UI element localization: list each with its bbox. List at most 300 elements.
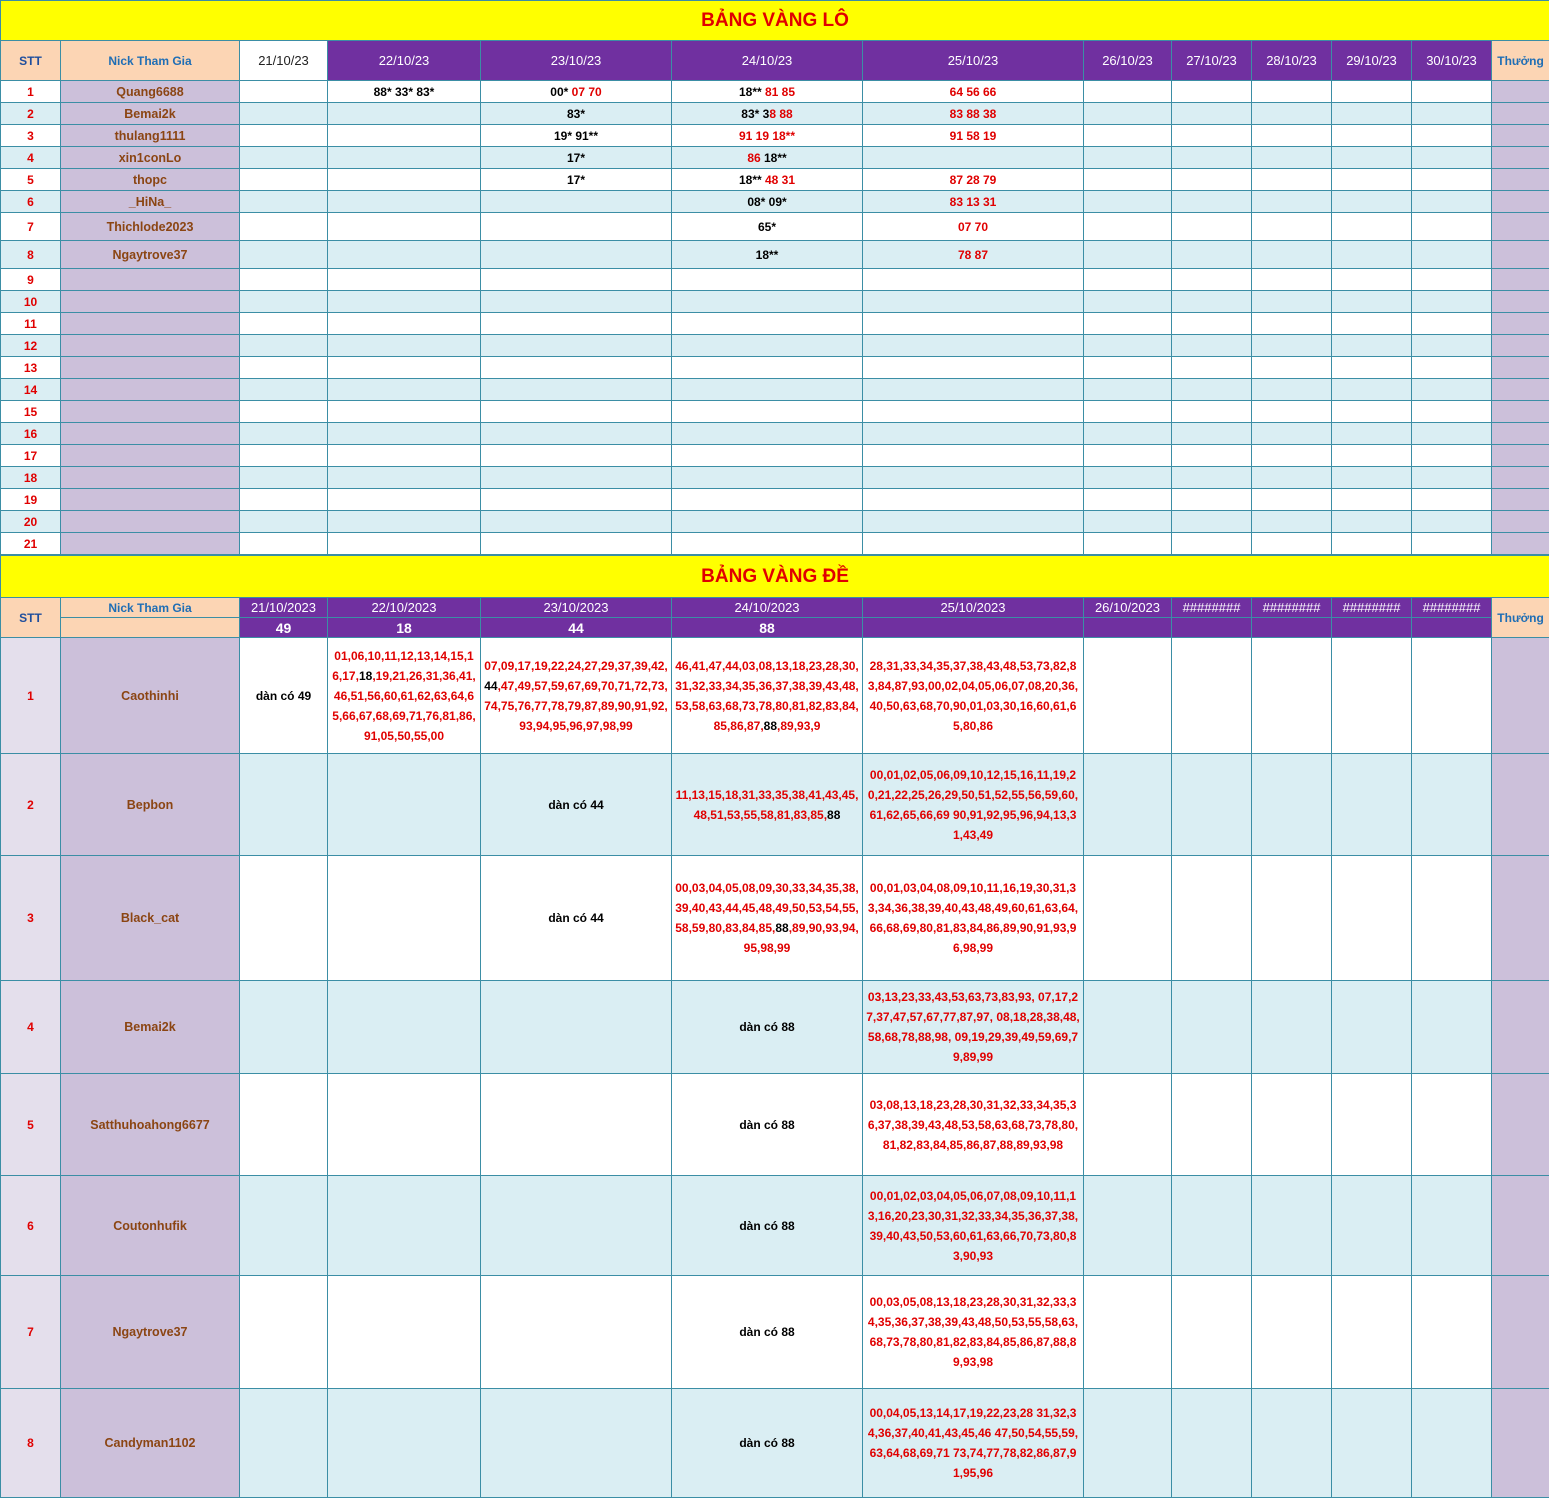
de-entry-cell[interactable] xyxy=(1332,856,1412,981)
lo-entry-cell[interactable] xyxy=(863,467,1084,489)
de-entry-cell[interactable] xyxy=(1084,1389,1172,1498)
lo-thuong-cell[interactable] xyxy=(1492,335,1549,357)
lo-entry-cell[interactable] xyxy=(863,213,1084,241)
de-entry-cell[interactable] xyxy=(672,1074,863,1176)
lo-entry-cell[interactable] xyxy=(672,213,863,241)
lo-entry-cell[interactable] xyxy=(1172,147,1252,169)
lo-entry-cell[interactable] xyxy=(863,335,1084,357)
lo-entry-cell[interactable] xyxy=(1412,241,1492,269)
de-entry-cell[interactable] xyxy=(863,1074,1084,1176)
lo-entry-cell[interactable] xyxy=(240,467,328,489)
lo-entry-cell[interactable] xyxy=(1084,335,1172,357)
lo-entry-cell[interactable] xyxy=(1252,379,1332,401)
de-thuong-cell[interactable] xyxy=(1492,1389,1549,1498)
lo-entry-cell[interactable] xyxy=(1084,147,1172,169)
de-entry-cell[interactable] xyxy=(1412,638,1492,754)
lo-entry-cell[interactable] xyxy=(1332,103,1412,125)
de-entry-cell[interactable] xyxy=(672,754,863,856)
lo-entry-cell[interactable] xyxy=(1252,147,1332,169)
lo-entry-cell[interactable] xyxy=(481,335,672,357)
lo-entry-cell[interactable] xyxy=(1084,533,1172,555)
lo-thuong-cell[interactable] xyxy=(1492,423,1549,445)
lo-entry-cell[interactable] xyxy=(1252,241,1332,269)
lo-entry-cell[interactable] xyxy=(1172,401,1252,423)
lo-entry-cell[interactable] xyxy=(1084,379,1172,401)
lo-entry-cell[interactable] xyxy=(328,423,481,445)
de-entry-cell[interactable] xyxy=(1084,981,1172,1074)
de-entry-cell[interactable] xyxy=(1172,981,1252,1074)
lo-entry-cell[interactable] xyxy=(1172,445,1252,467)
de-nick-cell[interactable]: Caothinhi xyxy=(61,638,240,754)
de-entry-cell[interactable] xyxy=(240,856,328,981)
lo-entry-cell[interactable] xyxy=(328,445,481,467)
lo-entry-cell[interactable] xyxy=(481,467,672,489)
lo-entry-cell[interactable] xyxy=(1084,445,1172,467)
lo-entry-cell[interactable] xyxy=(481,103,672,125)
de-entry-cell[interactable] xyxy=(1412,981,1492,1074)
lo-entry-cell[interactable] xyxy=(672,241,863,269)
lo-entry-cell[interactable] xyxy=(481,191,672,213)
de-entry-cell[interactable] xyxy=(1332,638,1412,754)
de-entry-cell[interactable] xyxy=(1084,638,1172,754)
lo-entry-cell[interactable] xyxy=(1412,169,1492,191)
lo-thuong-cell[interactable] xyxy=(1492,489,1549,511)
lo-entry-cell[interactable] xyxy=(863,511,1084,533)
lo-entry-cell[interactable] xyxy=(240,401,328,423)
lo-entry-cell[interactable] xyxy=(1412,313,1492,335)
lo-entry-cell[interactable] xyxy=(1412,379,1492,401)
de-entry-cell[interactable] xyxy=(481,1389,672,1498)
lo-entry-cell[interactable] xyxy=(863,125,1084,147)
lo-entry-cell[interactable] xyxy=(328,169,481,191)
lo-entry-cell[interactable] xyxy=(863,313,1084,335)
lo-entry-cell[interactable] xyxy=(672,291,863,313)
de-entry-cell[interactable] xyxy=(1084,1276,1172,1389)
de-entry-cell[interactable] xyxy=(481,1074,672,1176)
lo-entry-cell[interactable] xyxy=(240,125,328,147)
de-entry-cell[interactable] xyxy=(240,1176,328,1276)
lo-entry-cell[interactable] xyxy=(1252,511,1332,533)
lo-entry-cell[interactable] xyxy=(240,357,328,379)
lo-nick-cell[interactable] xyxy=(61,313,240,335)
lo-entry-cell[interactable] xyxy=(1412,423,1492,445)
lo-entry-cell[interactable] xyxy=(1332,511,1412,533)
lo-entry-cell[interactable] xyxy=(1412,489,1492,511)
lo-entry-cell[interactable] xyxy=(481,445,672,467)
lo-entry-cell[interactable] xyxy=(672,357,863,379)
lo-entry-cell[interactable] xyxy=(328,313,481,335)
lo-entry-cell[interactable] xyxy=(863,379,1084,401)
lo-entry-cell[interactable] xyxy=(328,533,481,555)
lo-entry-cell[interactable] xyxy=(481,125,672,147)
lo-thuong-cell[interactable] xyxy=(1492,379,1549,401)
de-thuong-cell[interactable] xyxy=(1492,638,1549,754)
de-thuong-cell[interactable] xyxy=(1492,856,1549,981)
lo-entry-cell[interactable] xyxy=(1412,511,1492,533)
lo-entry-cell[interactable] xyxy=(672,147,863,169)
lo-entry-cell[interactable] xyxy=(481,423,672,445)
lo-entry-cell[interactable] xyxy=(1084,467,1172,489)
lo-thuong-cell[interactable] xyxy=(1492,241,1549,269)
lo-entry-cell[interactable] xyxy=(240,269,328,291)
lo-entry-cell[interactable] xyxy=(240,169,328,191)
lo-entry-cell[interactable] xyxy=(481,379,672,401)
lo-entry-cell[interactable] xyxy=(1172,379,1252,401)
lo-entry-cell[interactable] xyxy=(1332,191,1412,213)
lo-entry-cell[interactable] xyxy=(328,357,481,379)
lo-entry-cell[interactable] xyxy=(1252,489,1332,511)
lo-thuong-cell[interactable] xyxy=(1492,357,1549,379)
lo-entry-cell[interactable] xyxy=(328,379,481,401)
lo-entry-cell[interactable] xyxy=(672,379,863,401)
lo-entry-cell[interactable] xyxy=(1172,467,1252,489)
lo-entry-cell[interactable] xyxy=(672,489,863,511)
lo-entry-cell[interactable] xyxy=(240,147,328,169)
lo-entry-cell[interactable] xyxy=(481,213,672,241)
de-entry-cell[interactable] xyxy=(1412,1389,1492,1498)
lo-thuong-cell[interactable] xyxy=(1492,511,1549,533)
de-entry-cell[interactable] xyxy=(1412,856,1492,981)
lo-entry-cell[interactable] xyxy=(672,169,863,191)
de-entry-cell[interactable] xyxy=(1252,856,1332,981)
lo-thuong-cell[interactable] xyxy=(1492,81,1549,103)
de-entry-cell[interactable] xyxy=(863,856,1084,981)
de-entry-cell[interactable] xyxy=(328,1074,481,1176)
lo-entry-cell[interactable] xyxy=(1252,401,1332,423)
lo-entry-cell[interactable] xyxy=(328,103,481,125)
lo-entry-cell[interactable] xyxy=(328,291,481,313)
lo-entry-cell[interactable] xyxy=(1252,103,1332,125)
lo-entry-cell[interactable] xyxy=(1084,313,1172,335)
lo-nick-cell[interactable]: Ngaytrove37 xyxy=(61,241,240,269)
lo-entry-cell[interactable] xyxy=(1172,291,1252,313)
lo-entry-cell[interactable] xyxy=(1252,291,1332,313)
lo-entry-cell[interactable] xyxy=(481,357,672,379)
lo-entry-cell[interactable] xyxy=(1332,147,1412,169)
de-entry-cell[interactable] xyxy=(1252,638,1332,754)
lo-entry-cell[interactable] xyxy=(1412,103,1492,125)
de-entry-cell[interactable] xyxy=(672,1389,863,1498)
de-entry-cell[interactable] xyxy=(863,754,1084,856)
de-entry-cell[interactable] xyxy=(1412,1074,1492,1176)
de-entry-cell[interactable] xyxy=(1252,981,1332,1074)
de-entry-cell[interactable] xyxy=(328,1276,481,1389)
de-nick-cell[interactable]: Ngaytrove37 xyxy=(61,1276,240,1389)
de-entry-cell[interactable] xyxy=(240,1389,328,1498)
lo-entry-cell[interactable] xyxy=(863,423,1084,445)
lo-entry-cell[interactable] xyxy=(240,241,328,269)
de-thuong-cell[interactable] xyxy=(1492,1176,1549,1276)
lo-thuong-cell[interactable] xyxy=(1492,103,1549,125)
de-entry-cell[interactable] xyxy=(1332,981,1412,1074)
lo-entry-cell[interactable] xyxy=(1084,125,1172,147)
lo-entry-cell[interactable] xyxy=(1332,241,1412,269)
lo-entry-cell[interactable] xyxy=(240,213,328,241)
de-entry-cell[interactable] xyxy=(672,1176,863,1276)
lo-nick-cell[interactable]: xin1conLo xyxy=(61,147,240,169)
lo-nick-cell[interactable] xyxy=(61,379,240,401)
de-entry-cell[interactable] xyxy=(240,1074,328,1176)
de-entry-cell[interactable] xyxy=(863,1176,1084,1276)
de-entry-cell[interactable] xyxy=(1172,1074,1252,1176)
de-entry-cell[interactable] xyxy=(1332,1389,1412,1498)
lo-entry-cell[interactable] xyxy=(1332,379,1412,401)
lo-nick-cell[interactable] xyxy=(61,401,240,423)
lo-entry-cell[interactable] xyxy=(1172,511,1252,533)
de-entry-cell[interactable] xyxy=(1412,754,1492,856)
lo-entry-cell[interactable] xyxy=(328,511,481,533)
de-entry-cell[interactable] xyxy=(863,1389,1084,1498)
de-thuong-cell[interactable] xyxy=(1492,981,1549,1074)
lo-entry-cell[interactable] xyxy=(863,445,1084,467)
de-entry-cell[interactable] xyxy=(240,1276,328,1389)
lo-thuong-cell[interactable] xyxy=(1492,313,1549,335)
lo-entry-cell[interactable] xyxy=(672,313,863,335)
lo-entry-cell[interactable] xyxy=(1172,313,1252,335)
de-thuong-cell[interactable] xyxy=(1492,1074,1549,1176)
de-entry-cell[interactable] xyxy=(481,1276,672,1389)
lo-entry-cell[interactable] xyxy=(240,291,328,313)
lo-entry-cell[interactable] xyxy=(1084,511,1172,533)
lo-entry-cell[interactable] xyxy=(1412,291,1492,313)
lo-entry-cell[interactable] xyxy=(672,423,863,445)
de-entry-cell[interactable] xyxy=(1084,754,1172,856)
lo-entry-cell[interactable] xyxy=(481,489,672,511)
lo-thuong-cell[interactable] xyxy=(1492,533,1549,555)
lo-entry-cell[interactable] xyxy=(328,269,481,291)
lo-thuong-cell[interactable] xyxy=(1492,213,1549,241)
de-thuong-cell[interactable] xyxy=(1492,754,1549,856)
lo-entry-cell[interactable] xyxy=(863,81,1084,103)
lo-entry-cell[interactable] xyxy=(1252,357,1332,379)
lo-entry-cell[interactable] xyxy=(672,445,863,467)
lo-entry-cell[interactable] xyxy=(1412,213,1492,241)
de-entry-cell[interactable] xyxy=(1252,1389,1332,1498)
lo-entry-cell[interactable] xyxy=(1412,401,1492,423)
lo-entry-cell[interactable] xyxy=(863,291,1084,313)
lo-entry-cell[interactable] xyxy=(328,125,481,147)
lo-thuong-cell[interactable] xyxy=(1492,291,1549,313)
de-entry-cell[interactable] xyxy=(240,754,328,856)
de-entry-cell[interactable] xyxy=(1172,1176,1252,1276)
de-entry-cell[interactable] xyxy=(1412,1276,1492,1389)
lo-entry-cell[interactable] xyxy=(481,269,672,291)
de-entry-cell[interactable] xyxy=(1412,1176,1492,1276)
lo-entry-cell[interactable] xyxy=(1172,213,1252,241)
lo-thuong-cell[interactable] xyxy=(1492,125,1549,147)
lo-entry-cell[interactable] xyxy=(240,533,328,555)
lo-entry-cell[interactable] xyxy=(672,467,863,489)
lo-entry-cell[interactable] xyxy=(1172,241,1252,269)
de-entry-cell[interactable] xyxy=(863,1276,1084,1389)
lo-entry-cell[interactable] xyxy=(863,533,1084,555)
lo-entry-cell[interactable] xyxy=(240,379,328,401)
lo-entry-cell[interactable] xyxy=(240,103,328,125)
lo-entry-cell[interactable] xyxy=(328,213,481,241)
lo-entry-cell[interactable] xyxy=(1412,125,1492,147)
de-entry-cell[interactable] xyxy=(481,638,672,754)
lo-entry-cell[interactable] xyxy=(1084,269,1172,291)
de-entry-cell[interactable] xyxy=(328,754,481,856)
lo-thuong-cell[interactable] xyxy=(1492,147,1549,169)
de-entry-cell[interactable] xyxy=(1172,856,1252,981)
lo-entry-cell[interactable] xyxy=(1084,423,1172,445)
de-nick-cell[interactable]: Bemai2k xyxy=(61,981,240,1074)
lo-entry-cell[interactable] xyxy=(240,423,328,445)
lo-entry-cell[interactable] xyxy=(240,489,328,511)
lo-entry-cell[interactable] xyxy=(1252,533,1332,555)
lo-entry-cell[interactable] xyxy=(863,357,1084,379)
de-entry-cell[interactable] xyxy=(481,754,672,856)
de-entry-cell[interactable] xyxy=(481,981,672,1074)
de-nick-cell[interactable]: Coutonhufik xyxy=(61,1176,240,1276)
lo-entry-cell[interactable] xyxy=(1412,467,1492,489)
lo-entry-cell[interactable] xyxy=(1332,291,1412,313)
lo-entry-cell[interactable] xyxy=(1252,313,1332,335)
lo-nick-cell[interactable] xyxy=(61,511,240,533)
lo-entry-cell[interactable] xyxy=(1172,81,1252,103)
lo-entry-cell[interactable] xyxy=(328,335,481,357)
lo-entry-cell[interactable] xyxy=(240,335,328,357)
de-nick-cell[interactable]: Bepbon xyxy=(61,754,240,856)
lo-entry-cell[interactable] xyxy=(1332,357,1412,379)
lo-nick-cell[interactable]: thulang1111 xyxy=(61,125,240,147)
lo-entry-cell[interactable] xyxy=(1172,125,1252,147)
de-entry-cell[interactable] xyxy=(1172,1389,1252,1498)
lo-entry-cell[interactable] xyxy=(1332,81,1412,103)
de-nick-cell[interactable]: Candyman1102 xyxy=(61,1389,240,1498)
lo-entry-cell[interactable] xyxy=(240,445,328,467)
lo-entry-cell[interactable] xyxy=(1084,169,1172,191)
de-entry-cell[interactable] xyxy=(863,981,1084,1074)
lo-nick-cell[interactable] xyxy=(61,467,240,489)
de-entry-cell[interactable] xyxy=(672,856,863,981)
de-nick-cell[interactable]: Black_cat xyxy=(61,856,240,981)
lo-entry-cell[interactable] xyxy=(1172,191,1252,213)
lo-entry-cell[interactable] xyxy=(240,313,328,335)
de-entry-cell[interactable] xyxy=(481,1176,672,1276)
lo-entry-cell[interactable] xyxy=(1412,445,1492,467)
lo-entry-cell[interactable] xyxy=(481,401,672,423)
lo-entry-cell[interactable] xyxy=(672,335,863,357)
de-entry-cell[interactable] xyxy=(328,981,481,1074)
lo-entry-cell[interactable] xyxy=(1332,313,1412,335)
lo-entry-cell[interactable] xyxy=(1332,533,1412,555)
lo-entry-cell[interactable] xyxy=(481,291,672,313)
lo-entry-cell[interactable] xyxy=(1172,357,1252,379)
de-entry-cell[interactable] xyxy=(1084,856,1172,981)
lo-thuong-cell[interactable] xyxy=(1492,169,1549,191)
lo-entry-cell[interactable] xyxy=(1084,213,1172,241)
de-entry-cell[interactable] xyxy=(328,638,481,754)
lo-entry-cell[interactable] xyxy=(1252,191,1332,213)
lo-entry-cell[interactable] xyxy=(328,489,481,511)
lo-nick-cell[interactable]: _HiNa_ xyxy=(61,191,240,213)
lo-entry-cell[interactable] xyxy=(1412,533,1492,555)
lo-entry-cell[interactable] xyxy=(863,103,1084,125)
lo-entry-cell[interactable] xyxy=(1332,269,1412,291)
de-entry-cell[interactable] xyxy=(1332,1074,1412,1176)
lo-nick-cell[interactable] xyxy=(61,423,240,445)
lo-entry-cell[interactable] xyxy=(240,191,328,213)
lo-entry-cell[interactable] xyxy=(1172,533,1252,555)
lo-entry-cell[interactable] xyxy=(1172,423,1252,445)
lo-entry-cell[interactable] xyxy=(240,81,328,103)
de-entry-cell[interactable] xyxy=(1172,1276,1252,1389)
de-entry-cell[interactable] xyxy=(481,856,672,981)
lo-entry-cell[interactable] xyxy=(481,511,672,533)
lo-entry-cell[interactable] xyxy=(1172,269,1252,291)
lo-entry-cell[interactable] xyxy=(1084,241,1172,269)
de-entry-cell[interactable] xyxy=(672,638,863,754)
lo-entry-cell[interactable] xyxy=(672,191,863,213)
lo-entry-cell[interactable] xyxy=(328,467,481,489)
lo-nick-cell[interactable] xyxy=(61,445,240,467)
lo-entry-cell[interactable] xyxy=(672,269,863,291)
lo-entry-cell[interactable] xyxy=(1252,423,1332,445)
lo-entry-cell[interactable] xyxy=(1332,125,1412,147)
lo-entry-cell[interactable] xyxy=(672,125,863,147)
lo-entry-cell[interactable] xyxy=(1252,335,1332,357)
lo-entry-cell[interactable] xyxy=(863,401,1084,423)
lo-entry-cell[interactable] xyxy=(863,169,1084,191)
de-entry-cell[interactable] xyxy=(863,638,1084,754)
lo-nick-cell[interactable] xyxy=(61,269,240,291)
lo-thuong-cell[interactable] xyxy=(1492,467,1549,489)
lo-entry-cell[interactable] xyxy=(1252,445,1332,467)
lo-nick-cell[interactable]: Thichlode2023 xyxy=(61,213,240,241)
lo-entry-cell[interactable] xyxy=(1084,103,1172,125)
lo-entry-cell[interactable] xyxy=(1252,269,1332,291)
lo-nick-cell[interactable]: Bemai2k xyxy=(61,103,240,125)
lo-entry-cell[interactable] xyxy=(1412,81,1492,103)
lo-entry-cell[interactable] xyxy=(481,147,672,169)
de-entry-cell[interactable] xyxy=(672,1276,863,1389)
de-entry-cell[interactable] xyxy=(1252,754,1332,856)
lo-entry-cell[interactable] xyxy=(1172,335,1252,357)
lo-entry-cell[interactable] xyxy=(1332,423,1412,445)
lo-entry-cell[interactable] xyxy=(1332,213,1412,241)
lo-entry-cell[interactable] xyxy=(1412,335,1492,357)
de-entry-cell[interactable] xyxy=(240,981,328,1074)
lo-entry-cell[interactable] xyxy=(240,511,328,533)
lo-entry-cell[interactable] xyxy=(1084,401,1172,423)
de-entry-cell[interactable] xyxy=(240,638,328,754)
lo-entry-cell[interactable] xyxy=(1172,169,1252,191)
de-entry-cell[interactable] xyxy=(1084,1176,1172,1276)
de-entry-cell[interactable] xyxy=(672,981,863,1074)
de-entry-cell[interactable] xyxy=(1172,638,1252,754)
lo-entry-cell[interactable] xyxy=(672,533,863,555)
lo-nick-cell[interactable] xyxy=(61,291,240,313)
lo-entry-cell[interactable] xyxy=(672,401,863,423)
de-entry-cell[interactable] xyxy=(1172,754,1252,856)
lo-entry-cell[interactable] xyxy=(1252,169,1332,191)
de-entry-cell[interactable] xyxy=(1252,1276,1332,1389)
de-entry-cell[interactable] xyxy=(328,1389,481,1498)
lo-entry-cell[interactable] xyxy=(1084,191,1172,213)
lo-entry-cell[interactable] xyxy=(863,489,1084,511)
lo-entry-cell[interactable] xyxy=(1412,191,1492,213)
lo-entry-cell[interactable] xyxy=(481,169,672,191)
lo-entry-cell[interactable] xyxy=(863,241,1084,269)
lo-entry-cell[interactable] xyxy=(1252,125,1332,147)
lo-thuong-cell[interactable] xyxy=(1492,401,1549,423)
de-entry-cell[interactable] xyxy=(328,1176,481,1276)
lo-entry-cell[interactable] xyxy=(1084,291,1172,313)
de-entry-cell[interactable] xyxy=(328,856,481,981)
de-entry-cell[interactable] xyxy=(1332,1276,1412,1389)
